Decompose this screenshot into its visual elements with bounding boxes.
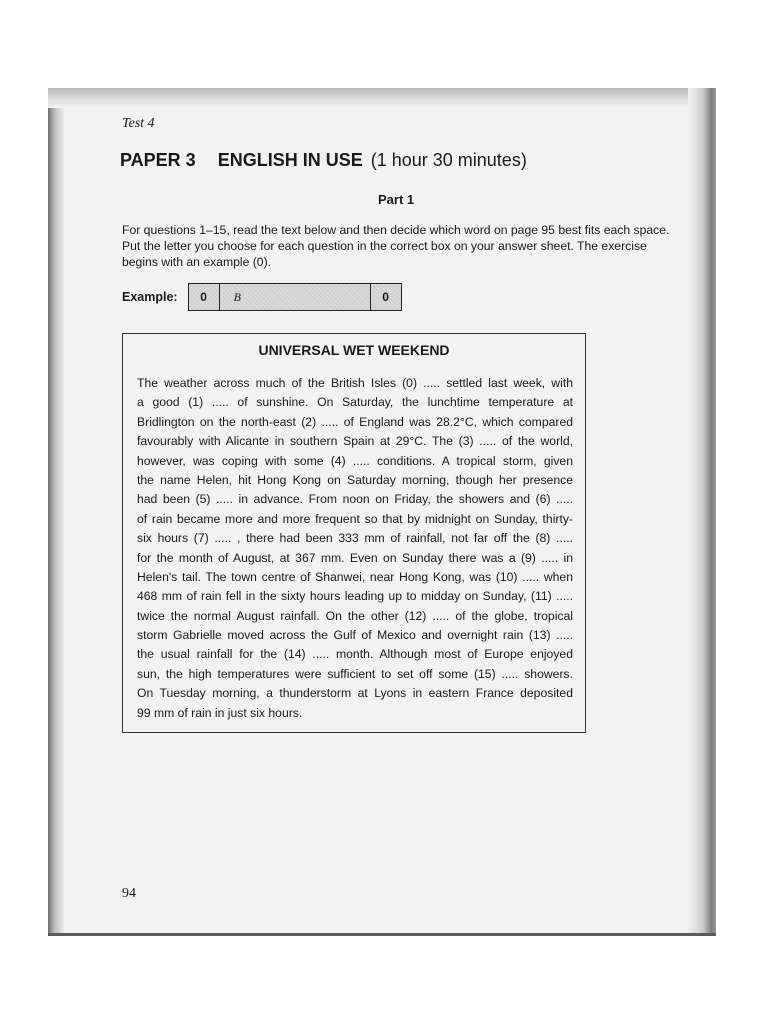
example-answer: B: [233, 289, 241, 304]
text-line: The weather across much of the British Isles (0) ..... settled last week, with: [137, 376, 573, 390]
text-line: 99 mm of rain in just six hours.: [137, 705, 303, 720]
text-line: a good (1) ..... of sunshine. On Saturday, the lunchtime temperature at: [137, 395, 573, 410]
reading-text-box: [122, 333, 586, 733]
text-line: the name Helen, hit Hong Kong on Saturday morning, though her presence: [137, 472, 573, 487]
text-line: of rain became more and more frequent so that by midnight on Sunday, thirty-: [137, 511, 573, 526]
text-line: storm Gabrielle moved across the Gulf of Mexico and overnight rain (13) .....: [137, 628, 573, 643]
text-line: the usual rainfall for the (14) ..... month. Although most of Europe enjoyed: [137, 647, 573, 662]
example-question-number: 0: [189, 284, 220, 310]
text-line: On Tuesday morning, a thunderstorm at Lyons in eastern France deposited: [137, 686, 573, 701]
book-page: [48, 88, 716, 936]
paper-name: ENGLISH IN USE: [217, 150, 363, 170]
text-line: favourably with Alicante in southern Spain at 29°C. The (3) ..... of the world,: [137, 434, 573, 449]
text-line: six hours (7) ..... , there had been 333 mm of rainfall, not far off the (8) .....: [137, 531, 573, 546]
test-label: Test 4: [122, 116, 155, 131]
text-line: 468 mm of rain fell in the sixty hours leading up to midday on Sunday, (11) .....: [137, 589, 573, 604]
page-top-shadow: [48, 88, 716, 108]
page-spine-shadow: [48, 88, 64, 936]
part-label: Part 1: [378, 192, 415, 207]
text-line: twice the normal August rainfall. On the other (12) ..... of the globe, tropical: [137, 608, 573, 623]
paper-duration: (1 hour 30 minutes): [370, 150, 527, 170]
page-edge-shadow: [688, 88, 716, 936]
text-line: had been (5) ..... in advance. From noon on Friday, the showers and (6) .....: [137, 492, 573, 507]
text-line: Helen's tail. The town centre of Shanwei, near Hong Kong, was (10) ..... when: [137, 569, 573, 584]
text-line: sun, the high temperatures were sufficient to set off some (15) ..... showers.: [137, 666, 573, 681]
example-box-number: 0: [370, 284, 401, 310]
paper-number: PAPER 3: [120, 150, 196, 170]
page-bottom-edge: [48, 933, 716, 936]
example-label: Example:: [122, 290, 178, 304]
text-body: [137, 374, 573, 723]
example-answer-box: [188, 283, 402, 311]
text-line: for the month of August, at 367 mm. Even on Sunday there was a (9) ..... in: [137, 550, 573, 565]
page-number: 94: [122, 886, 136, 901]
text-title: UNIVERSAL WET WEEKEND: [258, 342, 450, 358]
paper-title: [120, 150, 527, 171]
text-line: however, was coping with some (4) ..... conditions. A tropical storm, given: [137, 453, 573, 468]
example-row: [122, 284, 402, 310]
text-line: Bridlington on the north-east (2) ..... of England was 28.2°C, which compared: [137, 414, 573, 429]
instructions: For questions 1–15, read the text below and then decide which word on page 95 best fits each space. Put the letter you choose for each question in the correct box on your answer sheet. The exercise begins with an example (0).: [122, 223, 670, 269]
